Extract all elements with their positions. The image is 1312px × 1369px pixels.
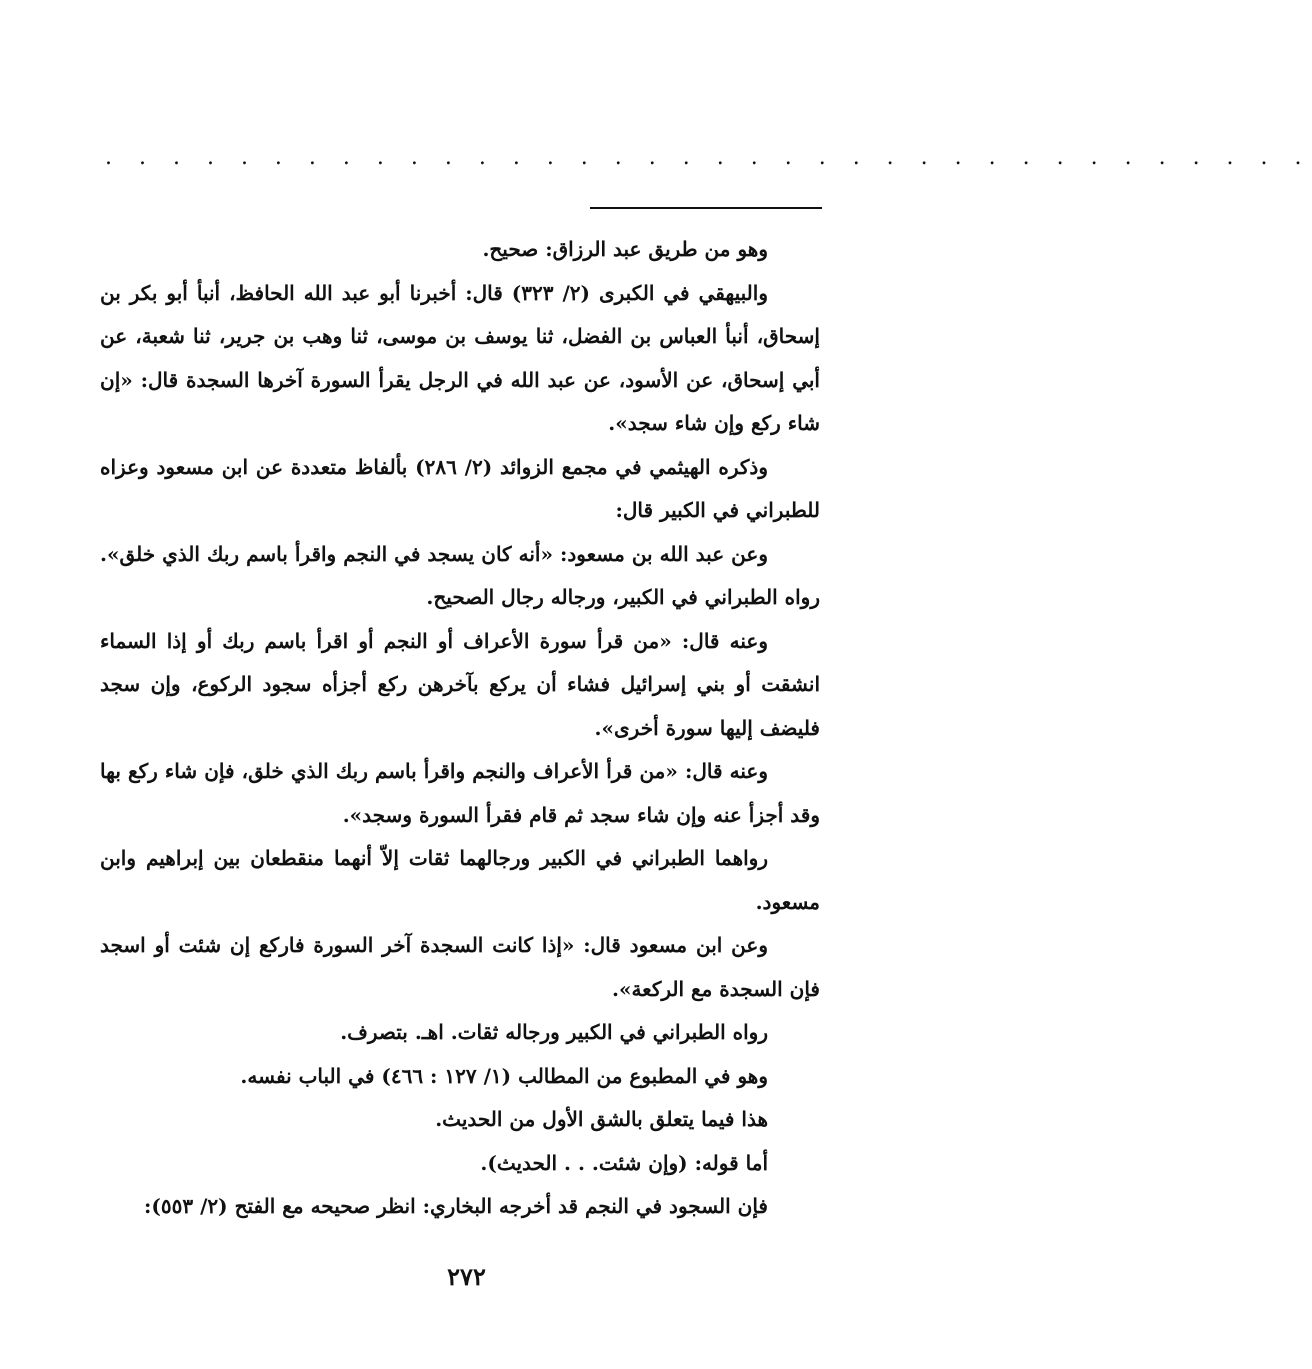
dotted-separator: . . . . . . . . . . . . . . . . . . . . . . . . . . . . . . . . . . . . <box>105 145 1312 170</box>
paragraph: أما قوله: (وإن شئت. . . الحديث). <box>480 1150 768 1175</box>
paragraph: رواهما الطبراني في الكبير ورجالهما ثقات إلاّ أنهما منقطعان بين إبراهيم وابن مسعود. <box>100 846 820 914</box>
page-number: ٢٧٢ <box>447 1262 486 1291</box>
footnote-rule <box>590 207 822 209</box>
paragraph: هذا فيما يتعلق بالشق الأول من الحديث. <box>435 1107 768 1131</box>
paragraph: والبيهقي في الكبرى (٢/ ٣٢٣) قال: أخبرنا أبو عبد الله الحافظ، أنبأ أبو بكر بن إسحاق، أنبأ العباس بن الفضل، ثنا يوسف بن موسى، ثنا وهب بن جرير، ثنا شعبة، عن أبي إسحاق، عن الأسود، عن عبد الله في الرجل يقرأ السورة آخرها السجدة قال: «إن شاء ركع وإن شاء سجد». <box>100 280 820 435</box>
body-text <box>100 228 820 1229</box>
paragraph: فإن السجود في النجم قد أخرجه البخاري: انظر صحيحه مع الفتح (٢/ ٥٥٣): <box>144 1194 768 1218</box>
paragraph: وهو من طريق عبد الرزاق: صحيح. <box>482 237 768 261</box>
paragraph: رواه الطبراني في الكبير ورجاله ثقات. اهـ. بتصرف. <box>340 1020 768 1044</box>
paragraph: وذكره الهيثمي في مجمع الزوائد (٢/ ٢٨٦) بألفاظ متعددة عن ابن مسعود وعزاه للطبراني في الكبير قال: <box>100 454 820 522</box>
paragraph: وعن ابن مسعود قال: «إذا كانت السجدة آخر السورة فاركع إن شئت أو اسجد فإن السجدة مع الركعة». <box>100 933 820 1001</box>
paragraph: وعن عبد الله بن مسعود: «أنه كان يسجد في النجم واقرأ باسم ربك الذي خلق». رواه الطبراني في الكبير، ورجاله رجال الصحيح. <box>100 541 820 609</box>
paragraph: وعنه قال: «من قرأ الأعراف والنجم واقرأ باسم ربك الذي خلق، فإن شاء ركع بها وقد أجزأ عنه وإن شاء سجد ثم قام فقرأ السورة وسجد». <box>100 759 820 827</box>
paragraph: وهو في المطبوع من المطالب (١/ ١٢٧ : ٤٦٦) في الباب نفسه. <box>240 1063 768 1088</box>
paragraph: وعنه قال: «من قرأ سورة الأعراف أو النجم أو اقرأ باسم ربك أو إذا السماء انشقت أو بني إسرائيل فشاء أن يركع بآخرهن ركع أجزأه سجود الركوع، وإن سجد فليضف إليها سورة أخرى». <box>100 628 820 740</box>
